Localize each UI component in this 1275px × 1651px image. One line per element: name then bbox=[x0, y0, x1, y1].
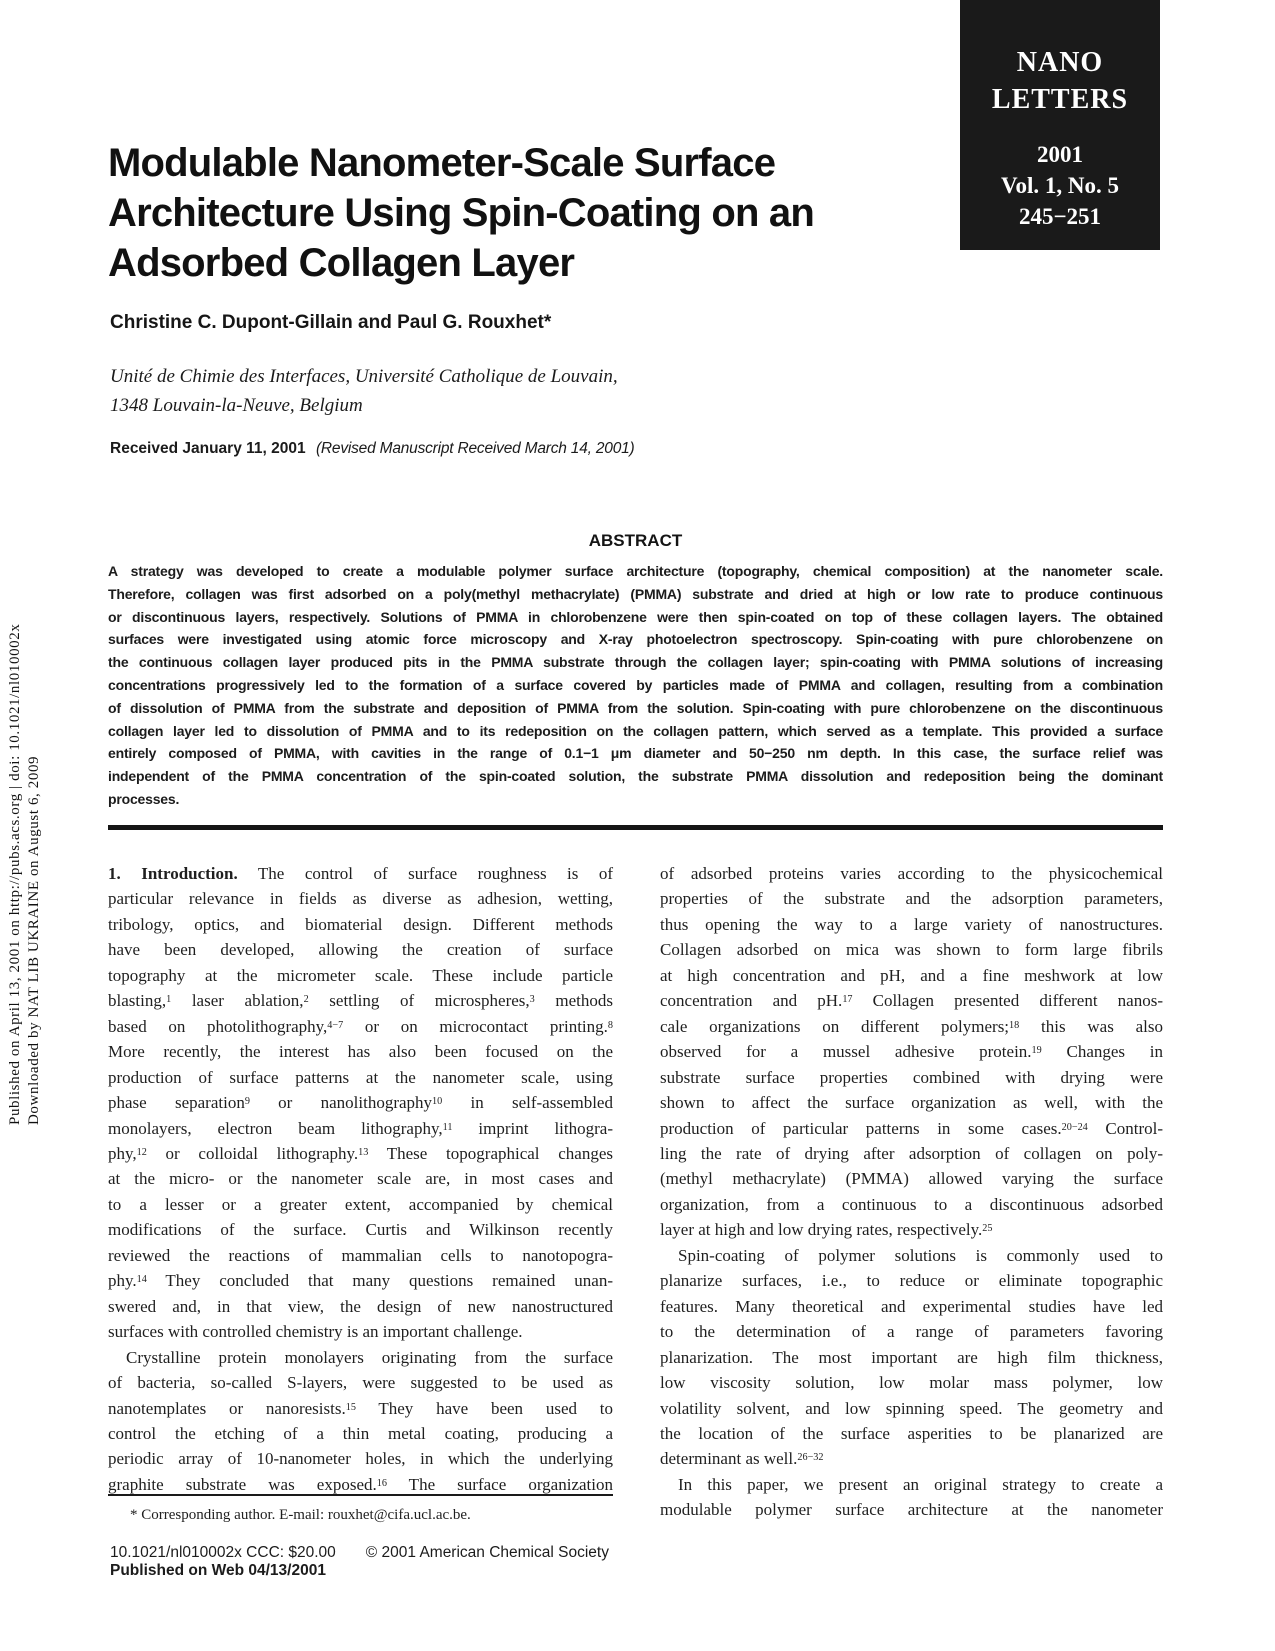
revised-date: (Revised Manuscript Received March 14, 2001) bbox=[315, 440, 635, 457]
body-text-line: nanotemplates or nanoresists.$^{15}$ They have been used to bbox=[108, 1398, 613, 1418]
body-text-line: concentration and pH.$^{17}$ Collagen presented different nanos- bbox=[660, 991, 1163, 1011]
reference-superscript: 14 bbox=[136, 1274, 147, 1286]
abstract-line: the continuous collagen layer produced pits in the PMMA substrate through the collagen layer; spin-coating with PMMA solutions of increasing bbox=[108, 654, 1163, 671]
acs-masthead-box bbox=[960, 0, 1160, 250]
copyright-text: © 2001 American Chemical Society bbox=[365, 1544, 609, 1561]
body-text-line: of adsorbed proteins varies according to the physicochemical bbox=[660, 864, 1163, 883]
body-text-line: organization, from a continuous to a discontinuous adsorbed bbox=[660, 1194, 1163, 1214]
reference-superscript: 1 bbox=[166, 994, 172, 1006]
reference-superscript: 25 bbox=[982, 1223, 993, 1235]
body-text-line: cale organizations on different polymers;$^{18}$ this was also bbox=[660, 1016, 1163, 1036]
affiliation bbox=[110, 362, 618, 420]
imprint-published-line: Published on Web 04/13/2001 bbox=[110, 1562, 326, 1579]
received-line bbox=[110, 440, 635, 458]
abstract-line: surfaces were investigated using atomic force microscopy and X-ray photoelectron spectroscopy. Spin-coating with pure chlorobenzene on bbox=[108, 631, 1163, 648]
body-text-line: the location of the surface asperities to be planarized are bbox=[660, 1423, 1163, 1443]
watermark-published-line: Published on April 13, 2001 on http://pubs.acs.org | doi: 10.1021/nl010002x bbox=[7, 623, 23, 1125]
abstract-line: entirely composed of PMMA, with cavities in the range of 0.1−1 μm diameter and 50−250 nm depth. In this case, the surface relief was bbox=[108, 745, 1163, 762]
received-date: Received January 11, 2001 bbox=[110, 440, 306, 457]
body-text-line: Spin-coating of polymer solutions is commonly used to bbox=[678, 1245, 1163, 1265]
body-text-line: production of surface patterns at the nanometer scale, using bbox=[108, 1067, 613, 1087]
abstract-line: independent of the PMMA concentration of the spin-coated solution, the substrate PMMA dissolution and redeposition being the dominant bbox=[108, 768, 1163, 785]
body-text-line: particular relevance in fields as diverse as adhesion, wetting, bbox=[108, 889, 613, 909]
body-text-line: to a lesser or a greater extent, accompanied by chemical bbox=[108, 1194, 613, 1214]
abstract-line: or discontinuous layers, respectively. Solutions of PMMA in chlorobenzene were then spin-coated on top of these collagen layers. The obtained bbox=[108, 608, 1163, 625]
journal-page-range: 245−251 bbox=[1018, 204, 1102, 229]
body-text-line: swered and, in that view, the design of new nanostructured bbox=[108, 1296, 613, 1316]
reference-superscript: 2 bbox=[303, 994, 309, 1006]
reference-superscript: 17 bbox=[842, 994, 853, 1006]
body-text-line: observed for a mussel adhesive protein.$^{19}$ Changes in bbox=[660, 1042, 1163, 1062]
body-text-line: based on photolithography,$^{4-7}$ or on microcontact printing.$^8$ bbox=[108, 1016, 613, 1036]
reference-superscript: 15 bbox=[345, 1401, 356, 1413]
body-text-line: at the micro- or the nanometer scale are, in most cases and bbox=[108, 1169, 613, 1189]
body-text-line: features. Many theoretical and experimental studies have led bbox=[660, 1296, 1163, 1316]
library-download-watermark bbox=[6, 525, 44, 1125]
body-text-line: planarization. The most important are high film thickness, bbox=[660, 1347, 1163, 1367]
body-text-line: low viscosity solution, low molar mass polymer, low bbox=[660, 1373, 1163, 1393]
article-title-line: Architecture Using Spin-Coating on an bbox=[108, 191, 814, 235]
abstract-line: concentrations progressively led to the formation of a surface covered by particles made of PMMA and collagen, resulting from a combination bbox=[108, 676, 1163, 693]
abstract-line: of dissolution of PMMA from the substrate and deposition of PMMA from the solution. Spin-coating with pure chlorobenzene on the discontinuous bbox=[108, 699, 1163, 716]
journal-name-line2: LETTERS bbox=[991, 84, 1129, 115]
body-text-line: Collagen adsorbed on mica was shown to form large fibrils bbox=[660, 940, 1163, 960]
journal-name-line1: NANO bbox=[1016, 47, 1104, 78]
reference-superscript: 19 bbox=[1031, 1045, 1042, 1057]
affiliation-line: Unité de Chimie des Interfaces, Université Catholique de Louvain, bbox=[110, 366, 618, 387]
body-text-line: More recently, the interest has also been focused on the bbox=[108, 1042, 613, 1062]
reference-superscript: 18 bbox=[1009, 1019, 1020, 1031]
article-title-line: Adsorbed Collagen Layer bbox=[108, 241, 575, 285]
body-text-line: graphite substrate was exposed.$^{16}$ The surface organization bbox=[108, 1474, 613, 1494]
body-text-line: shown to affect the surface organization as well, with the bbox=[660, 1093, 1163, 1113]
journal-volume-issue: Vol. 1, No. 5 bbox=[1001, 173, 1119, 198]
body-text-line: In this paper, we present an original strategy to create a bbox=[678, 1474, 1163, 1494]
imprint-doi-line bbox=[110, 1544, 609, 1562]
body-text-line: Crystalline protein monolayers originating from the surface bbox=[126, 1347, 613, 1367]
abstract-line: collagen layer led to dissolution of PMMA and to its redeposition on the collagen pattern, which served as a template. This provided a surface bbox=[108, 722, 1163, 739]
reference-superscript: 26−32 bbox=[797, 1452, 824, 1464]
journal-year: 2001 bbox=[1037, 142, 1083, 167]
body-text-line: reviewed the reactions of mammalian cells to nanotopogra- bbox=[108, 1245, 613, 1265]
body-text-line: phy.$^{14}$ They concluded that many questions remained unan- bbox=[108, 1271, 613, 1291]
body-text-line: substrate surface properties combined with drying were bbox=[660, 1067, 1163, 1087]
reference-superscript: 11 bbox=[442, 1121, 453, 1133]
body-text-line: phy,$^{12}$ or colloidal lithography.$^{13}$ These topographical changes bbox=[108, 1143, 613, 1163]
body-left-column bbox=[108, 861, 613, 1497]
body-text-line: topography at the micrometer scale. These include particle bbox=[108, 965, 613, 985]
watermark-downloaded-line: Downloaded by NAT LIB UKRAINE on August 6, 2009 bbox=[26, 755, 42, 1125]
abstract-line: processes. bbox=[108, 790, 180, 807]
body-text-line: phase separation$^9$ or nanolithography$^{10}$ in self-assembled bbox=[108, 1093, 613, 1113]
reference-superscript: 13 bbox=[358, 1147, 369, 1159]
body-text-line: monolayers, electron beam lithography,$^{11}$ imprint lithogra- bbox=[108, 1118, 613, 1138]
body-text-line: control the etching of a thin metal coating, producing a bbox=[108, 1423, 613, 1443]
body-text-line: (methyl methacrylate) (PMMA) allowed varying the surface bbox=[660, 1169, 1163, 1189]
body-text-line: at high concentration and pH, and a fine meshwork at low bbox=[660, 965, 1163, 985]
body-text-line: properties of the substrate and the adsorption parameters, bbox=[660, 889, 1163, 909]
section-heading-inline: 1. Introduction. bbox=[108, 864, 238, 883]
body-text-line: to the determination of a range of parameters favoring bbox=[660, 1322, 1163, 1342]
abstract-line: A strategy was developed to create a modulable polymer surface architecture (topography, chemical composition) at the nanometer scale. bbox=[108, 563, 1163, 579]
authors-line: Christine C. Dupont-Gillain and Paul G. Rouxhet* bbox=[110, 312, 552, 333]
reference-superscript: 3 bbox=[529, 994, 535, 1006]
body-text-line: periodic array of 10-nanometer holes, in which the underlying bbox=[108, 1449, 613, 1469]
doi-ccc-text: 10.1021/nl010002x CCC: $20.00 bbox=[110, 1544, 336, 1561]
article-title-line: Modulable Nanometer-Scale Surface bbox=[108, 141, 776, 185]
body-text-line: modifications of the surface. Curtis and Wilkinson recently bbox=[108, 1220, 613, 1240]
affiliation-line: 1348 Louvain-la-Neuve, Belgium bbox=[110, 395, 363, 416]
body-text-line: volatility solvent, and low spinning speed. The geometry and bbox=[660, 1398, 1163, 1418]
body-text-line: layer at high and low drying rates, respectively.$^{25}$ bbox=[660, 1220, 993, 1240]
footnote-rule bbox=[108, 1494, 613, 1496]
section-divider-rule bbox=[108, 825, 1163, 830]
body-text-line: ling the rate of drying after adsorption of collagen on poly- bbox=[660, 1143, 1163, 1163]
abstract-line: Therefore, collagen was first adsorbed on a poly(methyl methacrylate) (PMMA) substrate and dried at high or low rate to produce continuous bbox=[108, 585, 1163, 602]
corresponding-author-footnote: * Corresponding author. E-mail: rouxhet@cifa.ucl.ac.be. bbox=[130, 1507, 471, 1523]
article-title bbox=[108, 138, 968, 288]
abstract-heading: ABSTRACT bbox=[588, 531, 683, 550]
body-text-line: of bacteria, so-called S-layers, were suggested to be used as bbox=[108, 1373, 613, 1393]
reference-superscript: 12 bbox=[136, 1147, 147, 1159]
body-text-line: blasting,$^1$ laser ablation,$^2$ settling of microspheres,$^3$ methods bbox=[108, 991, 613, 1011]
body-text-line: have been developed, allowing the creation of surface bbox=[108, 940, 613, 960]
body-text-line: surfaces with controlled chemistry is an important challenge. bbox=[108, 1322, 523, 1342]
reference-superscript: 16 bbox=[376, 1478, 387, 1489]
body-text-line: 1. Introduction. The control of surface roughness is of bbox=[108, 864, 614, 883]
body-text-line: production of particular patterns in some cases.$^{20-24}$ Control- bbox=[660, 1118, 1164, 1138]
body-text-line: planarize surfaces, i.e., to reduce or eliminate topographic bbox=[660, 1271, 1163, 1291]
body-right-column bbox=[660, 861, 1163, 1523]
body-text-line: modulable polymer surface architecture at the nanometer bbox=[660, 1500, 1163, 1520]
reference-superscript: 10 bbox=[432, 1096, 443, 1108]
reference-superscript: 8 bbox=[607, 1019, 613, 1031]
reference-superscript: 4−7 bbox=[327, 1019, 344, 1031]
body-text-line: thus opening the way to a large variety of nanostructures. bbox=[660, 914, 1163, 934]
body-text-line: tribology, optics, and biomaterial design. Different methods bbox=[108, 914, 613, 934]
abstract-text bbox=[108, 560, 1163, 811]
body-text-line: determinant as well.$^{26-32}$ bbox=[660, 1449, 824, 1469]
reference-superscript: 20−24 bbox=[1061, 1121, 1088, 1133]
reference-superscript: 9 bbox=[244, 1096, 250, 1108]
